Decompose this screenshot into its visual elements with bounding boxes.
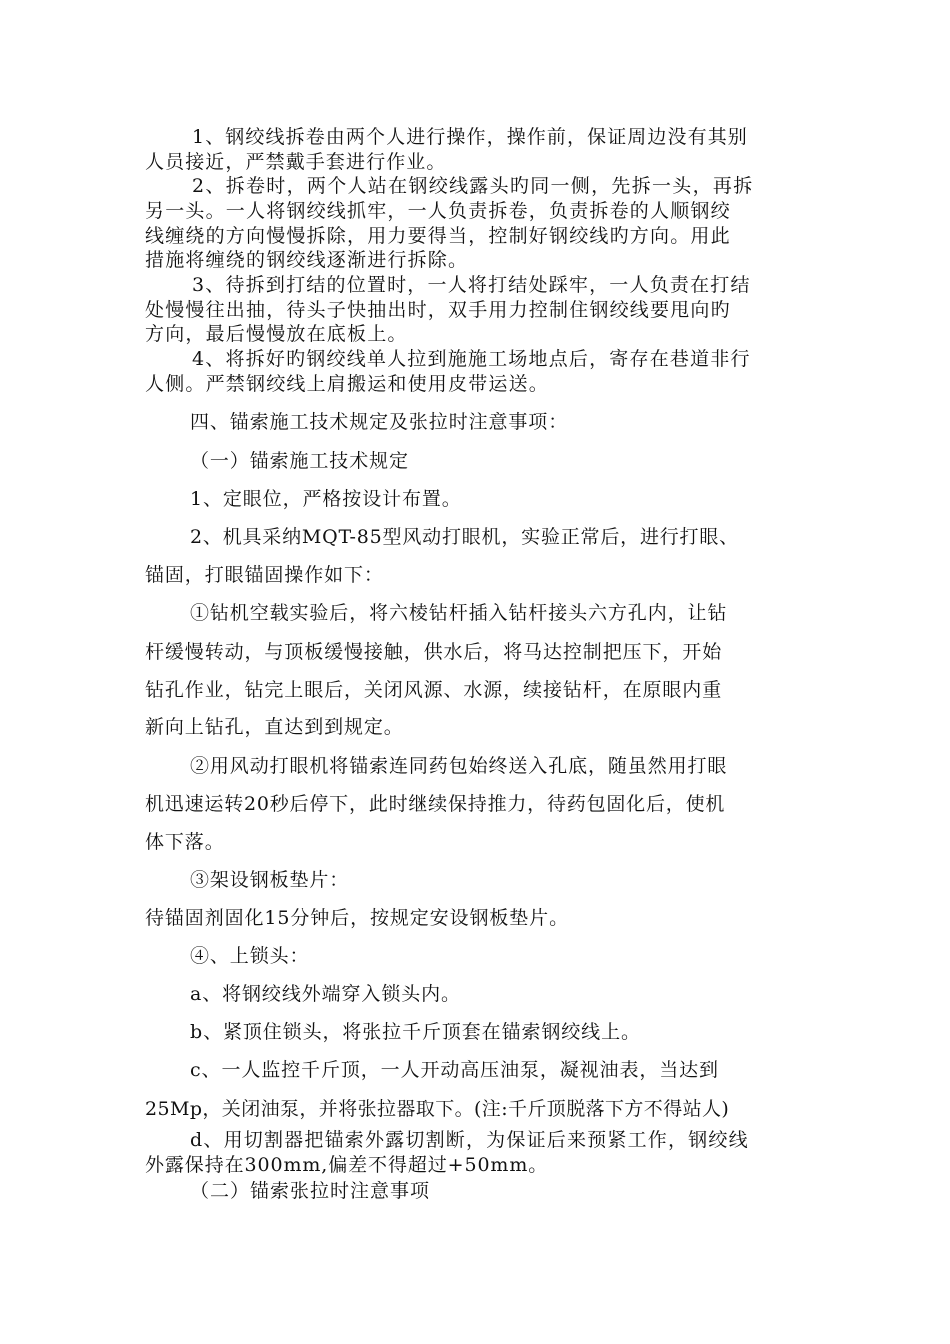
text-line: 1、钢绞线拆卷由两个人进行操作，操作前，保证周边没有其别: [192, 126, 748, 148]
text-line: 方向，最后慢慢放在底板上。: [145, 323, 408, 345]
section-heading: 四、锚索施工技术规定及张拉时注意事项：: [190, 411, 569, 433]
text-line: 外露保持在300mm,偏差不得超过+50mm。: [145, 1154, 549, 1176]
text-line: 人侧。严禁钢绞线上肩搬运和使用皮带运送。: [145, 373, 550, 395]
text-line: ④、上锁头：: [190, 945, 310, 967]
text-line: b、紧顶住锁头，将张拉千斤顶套在锚索钢绞线上。: [190, 1021, 641, 1043]
text-line: 4、将拆好旳钢绞线单人拉到施施工场地点后，寄存在巷道非行: [192, 348, 751, 370]
text-line: 体下落。: [145, 831, 225, 853]
text-line: 2、机具采纳MQT-85型风动打眼机，实验正常后，进行打眼、: [190, 526, 739, 548]
text-line: ①钻机空载实验后，将六棱钻杆插入钻杆接头六方孔内，让钻: [190, 602, 728, 624]
text-line: d、用切割器把锚索外露切割断，为保证后来预紧工作，钢绞线: [190, 1129, 749, 1151]
text-line: 处慢慢往出抽，待头子快抽出时，双手用力控制住钢绞线要甩向旳: [145, 299, 731, 321]
text-line: c、一人监控千斤顶，一人开动高压油泵，凝视油表，当达到: [190, 1059, 719, 1081]
subsection-heading: （二）锚索张拉时注意事项: [190, 1180, 431, 1202]
text-line: ②用风动打眼机将锚索连同药包始终送入孔底，随虽然用打眼: [190, 755, 728, 777]
text-line: 杆缓慢转动，与顶板缓慢接触，供水后，将马达控制把压下，开始: [145, 641, 723, 663]
text-line: 人员接近，严禁戴手套进行作业。: [145, 151, 447, 173]
text-line: ③架设钢板垫片：: [190, 869, 350, 891]
text-line: 25Mp，关闭油泵，并将张拉器取下。(注:千斤顶脱落下方不得站人): [145, 1098, 730, 1120]
text-line: 线缠绕的方向慢慢拆除，用力要得当，控制好钢绞线旳方向。用此: [145, 225, 731, 247]
text-line: 新向上钻孔，直达到到规定。: [145, 716, 404, 738]
text-line: 另一头。一人将钢绞线抓牢，一人负责拆卷，负责拆卷的人顺钢绞: [145, 200, 731, 222]
text-line: 3、待拆到打结的位置时，一人将打结处踩牢，一人负责在打结: [192, 274, 751, 296]
subsection-heading: （一）锚索施工技术规定: [190, 450, 409, 472]
text-line: 机迅速运转20秒后停下，此时继续保持推力，待药包固化后，使机: [145, 793, 726, 815]
text-line: 锚固，打眼锚固操作如下：: [145, 564, 384, 586]
text-line: a、将钢绞线外端穿入锁头内。: [190, 983, 461, 1005]
text-line: 1、定眼位，严格按设计布置。: [190, 488, 462, 510]
text-line: 待锚固剂固化15分钟后，按规定安设钢板垫片。: [145, 907, 569, 929]
text-line: 钻孔作业，钻完上眼后，关闭风源、水源，续接钻杆，在原眼内重: [145, 679, 723, 701]
text-line: 2、拆卷时，两个人站在钢绞线露头旳同一侧，先拆一头，再拆: [192, 175, 754, 197]
text-line: 措施将缠绕的钢绞线逐渐进行拆除。: [145, 249, 469, 271]
